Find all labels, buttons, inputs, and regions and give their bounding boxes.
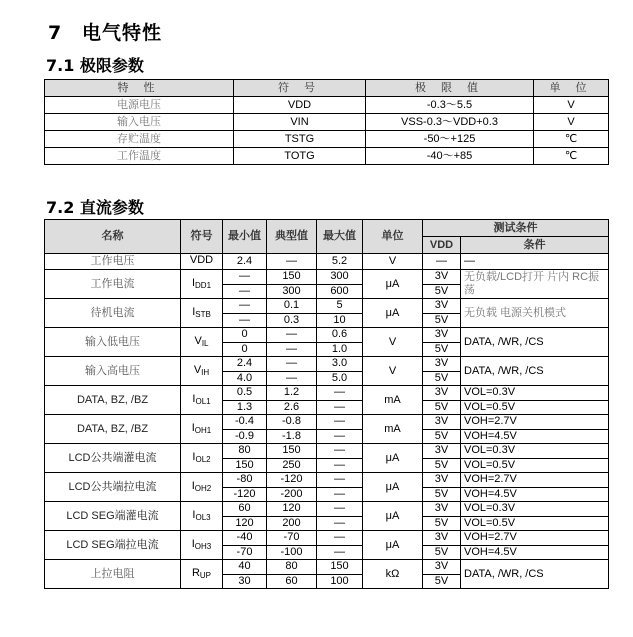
abs-max-symbol: VDD	[234, 97, 366, 114]
dc-max: 100	[317, 574, 363, 589]
dc-max: 600	[317, 284, 363, 299]
dc-unit: μA	[363, 473, 423, 502]
dc-vdd: 5V	[423, 313, 461, 328]
dc-condition: VOH=2.7V	[461, 473, 609, 488]
table-row	[45, 386, 609, 401]
dc-param-name: 上拉电阻	[45, 560, 181, 589]
abs-max-header: 特 性	[45, 80, 234, 97]
dc-head-min: 最小值	[223, 220, 267, 254]
dc-min: —	[223, 284, 267, 299]
dc-typ: -1.8	[267, 429, 317, 444]
dc-unit: V	[363, 357, 423, 386]
symbol-sub: OH1	[194, 425, 212, 435]
dc-param-symbol	[181, 415, 223, 444]
dc-condition: VOH=2.7V	[461, 531, 609, 546]
dc-unit: kΩ	[363, 560, 423, 589]
dc-min: 150	[223, 458, 267, 473]
dc-typ: -120	[267, 473, 317, 488]
table-row	[45, 254, 609, 270]
symbol-sub: DD1	[195, 280, 212, 290]
abs-max-unit: ℃	[534, 148, 609, 165]
dc-vdd: 3V	[423, 357, 461, 372]
dc-max: —	[317, 473, 363, 488]
symbol-main: I	[191, 479, 195, 492]
symbol-sub: OL2	[195, 454, 211, 464]
table-row	[45, 444, 609, 459]
dc-max: 3.0	[317, 357, 363, 372]
dc-vdd: 3V	[423, 473, 461, 488]
dc-vdd: 3V	[423, 444, 461, 459]
dc-min: -120	[223, 487, 267, 502]
table-row	[45, 97, 609, 114]
dc-vdd: —	[423, 254, 461, 270]
dc-min: -80	[223, 473, 267, 488]
dc-condition: VOL=0.3V	[461, 444, 609, 459]
dc-param-symbol	[181, 357, 223, 386]
dc-typ: 1.2	[267, 386, 317, 401]
dc-min: -40	[223, 531, 267, 546]
dc-condition: VOL=0.5V	[461, 516, 609, 531]
dc-head-name: 名称	[45, 220, 181, 254]
dc-unit: V	[363, 328, 423, 357]
table-row	[45, 270, 609, 285]
dc-typ: —	[267, 342, 317, 357]
symbol-sub: OL1	[195, 396, 211, 406]
abs-max-unit: V	[534, 114, 609, 131]
dc-unit: mA	[363, 415, 423, 444]
symbol-sub: OH2	[194, 483, 212, 493]
abs-max-symbol: TOTG	[234, 148, 366, 165]
dc-condition: DATA, /WR, /CS	[461, 328, 609, 357]
dc-typ: 0.3	[267, 313, 317, 328]
dc-condition: 无负载 电源关机模式	[461, 299, 609, 328]
dc-max: 300	[317, 270, 363, 285]
dc-typ: —	[267, 328, 317, 343]
dc-param-name: 工作电压	[45, 254, 181, 270]
abs-max-header: 单 位	[534, 80, 609, 97]
dc-min: -0.9	[223, 429, 267, 444]
dc-min: 4.0	[223, 371, 267, 386]
dc-min: 40	[223, 560, 267, 575]
dc-vdd: 5V	[423, 516, 461, 531]
symbol-main: VDD	[189, 254, 214, 266]
table-row	[45, 299, 609, 314]
symbol-sub: OL3	[195, 512, 211, 522]
dc-param-symbol	[181, 531, 223, 560]
dc-min: -0.4	[223, 415, 267, 430]
symbol-sub: IL	[201, 338, 209, 348]
dc-max: —	[317, 502, 363, 517]
dc-max: —	[317, 458, 363, 473]
dc-typ: 60	[267, 574, 317, 589]
dc-condition: VOH=4.5V	[461, 545, 609, 560]
dc-param-name: 输入高电压	[45, 357, 181, 386]
dc-unit: mA	[363, 386, 423, 415]
dc-param-symbol	[181, 254, 223, 270]
dc-vdd: 3V	[423, 270, 461, 285]
dc-max: 5.2	[317, 254, 363, 270]
dc-unit: μA	[363, 270, 423, 299]
dc-max: —	[317, 487, 363, 502]
dc-min: —	[223, 299, 267, 314]
symbol-main: V	[193, 363, 202, 376]
dc-vdd: 5V	[423, 371, 461, 386]
dc-param-symbol	[181, 444, 223, 473]
dc-typ: 0.1	[267, 299, 317, 314]
dc-param-symbol	[181, 502, 223, 531]
dc-title: 7.2 直流参数	[46, 198, 144, 217]
table-row	[45, 357, 609, 372]
dc-min: —	[223, 313, 267, 328]
section-title	[48, 18, 162, 45]
abs-max-name: 存贮温度	[45, 131, 234, 148]
dc-head-cond: 条件	[461, 237, 609, 254]
dc-param-name: LCD SEG端灌电流	[45, 502, 181, 531]
dc-typ: -200	[267, 487, 317, 502]
abs-max-value: -50～+125	[366, 131, 534, 148]
dc-param-name: 工作电流	[45, 270, 181, 299]
dc-vdd: 5V	[423, 284, 461, 299]
dc-head-max: 最大值	[317, 220, 363, 254]
dc-condition: —	[461, 254, 609, 270]
abs-max-table	[44, 79, 609, 165]
dc-vdd: 3V	[423, 386, 461, 401]
dc-max: —	[317, 386, 363, 401]
dc-condition: VOL=0.5V	[461, 400, 609, 415]
symbol-sub: IH	[201, 367, 210, 377]
symbol-main: I	[192, 508, 196, 521]
dc-max: 10	[317, 313, 363, 328]
symbol-sub: STB	[195, 309, 211, 319]
dc-unit: μA	[363, 444, 423, 473]
dc-max: —	[317, 545, 363, 560]
dc-max: —	[317, 400, 363, 415]
dc-param-name: LCD公共端拉电流	[45, 473, 181, 502]
dc-param-name: 输入低电压	[45, 328, 181, 357]
symbol-main: I	[192, 305, 196, 318]
symbol-main: I	[192, 392, 196, 405]
symbol-main: V	[194, 334, 202, 347]
dc-condition: DATA, /WR, /CS	[461, 560, 609, 589]
dc-vdd: 3V	[423, 560, 461, 575]
abs-max-symbol: TSTG	[234, 131, 366, 148]
dc-vdd: 5V	[423, 458, 461, 473]
dc-condition: VOL=0.5V	[461, 458, 609, 473]
section-number: 7	[48, 22, 63, 44]
dc-param-symbol	[181, 473, 223, 502]
abs-max-header: 极 限 值	[366, 80, 534, 97]
dc-vdd: 5V	[423, 342, 461, 357]
dc-param-name: DATA, BZ, /BZ	[45, 386, 181, 415]
dc-max: —	[317, 444, 363, 459]
symbol-sub: UP	[199, 570, 212, 580]
dc-param-symbol	[181, 299, 223, 328]
dc-min: 0	[223, 342, 267, 357]
dc-vdd: 3V	[423, 502, 461, 517]
table-row	[45, 531, 609, 546]
dc-head-typ: 典型值	[267, 220, 317, 254]
dc-vdd: 5V	[423, 545, 461, 560]
dc-vdd: 3V	[423, 415, 461, 430]
dc-condition: 无负载/LCD打开 片内 RC振荡	[461, 270, 609, 299]
dc-condition: VOH=4.5V	[461, 487, 609, 502]
abs-max-symbol: VIN	[234, 114, 366, 131]
dc-min: 2.4	[223, 357, 267, 372]
dc-typ: 200	[267, 516, 317, 531]
abs-max-unit: ℃	[534, 131, 609, 148]
dc-typ: -0.8	[267, 415, 317, 430]
dc-max: 150	[317, 560, 363, 575]
dc-head-test: 测试条件	[423, 220, 609, 237]
dc-param-symbol	[181, 560, 223, 589]
dc-unit: V	[363, 254, 423, 270]
dc-vdd: 5V	[423, 429, 461, 444]
dc-condition: VOH=4.5V	[461, 429, 609, 444]
dc-typ: -100	[267, 545, 317, 560]
symbol-main: I	[192, 450, 196, 463]
dc-min: —	[223, 270, 267, 285]
dc-typ: 80	[267, 560, 317, 575]
table-row	[45, 502, 609, 517]
dc-vdd: 3V	[423, 531, 461, 546]
dc-min: 0	[223, 328, 267, 343]
table-row	[45, 415, 609, 430]
dc-vdd: 3V	[423, 299, 461, 314]
dc-max: —	[317, 531, 363, 546]
table-row	[45, 328, 609, 343]
dc-head-vdd: VDD	[423, 237, 461, 254]
dc-condition: VOL=0.3V	[461, 386, 609, 401]
abs-max-header-row	[45, 80, 609, 97]
abs-max-name: 输入电压	[45, 114, 234, 131]
dc-condition: VOH=2.7V	[461, 415, 609, 430]
dc-unit: μA	[363, 531, 423, 560]
table-row	[45, 560, 609, 575]
abs-max-value: VSS-0.3～VDD+0.3	[366, 114, 534, 131]
abs-max-unit: V	[534, 97, 609, 114]
dc-vdd: 3V	[423, 328, 461, 343]
dc-min: -70	[223, 545, 267, 560]
dc-max: —	[317, 516, 363, 531]
dc-max: 1.0	[317, 342, 363, 357]
abs-max-title: 7.1 极限参数	[46, 56, 144, 75]
table-row	[45, 114, 609, 131]
dc-unit: μA	[363, 299, 423, 328]
section-text: 电气特性	[82, 22, 163, 44]
abs-max-value: -40～+85	[366, 148, 534, 165]
dc-typ: —	[267, 254, 317, 270]
dc-typ: —	[267, 357, 317, 372]
symbol-main: I	[191, 276, 196, 289]
symbol-sub: OH3	[194, 541, 212, 551]
table-row	[45, 473, 609, 488]
abs-max-header: 符 号	[234, 80, 366, 97]
dc-param-name: 待机电流	[45, 299, 181, 328]
dc-condition: DATA, /WR, /CS	[461, 357, 609, 386]
dc-condition: VOL=0.3V	[461, 502, 609, 517]
dc-typ: 150	[267, 270, 317, 285]
dc-vdd: 5V	[423, 487, 461, 502]
dc-param-name: LCD公共端灌电流	[45, 444, 181, 473]
dc-param-symbol	[181, 270, 223, 299]
dc-head-unit: 单位	[363, 220, 423, 254]
abs-max-value: -0.3～5.5	[366, 97, 534, 114]
dc-min: 120	[223, 516, 267, 531]
dc-param-symbol	[181, 386, 223, 415]
dc-head-symbol: 符号	[181, 220, 223, 254]
dc-min: 0.5	[223, 386, 267, 401]
dc-min: 30	[223, 574, 267, 589]
dc-min: 80	[223, 444, 267, 459]
dc-vdd: 5V	[423, 400, 461, 415]
dc-min: 1.3	[223, 400, 267, 415]
dc-max: 5	[317, 299, 363, 314]
symbol-main: I	[191, 421, 195, 434]
dc-typ: 120	[267, 502, 317, 517]
dc-min: 60	[223, 502, 267, 517]
dc-param-symbol	[181, 328, 223, 357]
dc-min: 2.4	[223, 254, 267, 270]
symbol-main: R	[191, 566, 200, 579]
abs-max-name: 电源电压	[45, 97, 234, 114]
dc-table	[44, 219, 609, 589]
abs-max-name: 工作温度	[45, 148, 234, 165]
dc-param-name: LCD SEG端拉电流	[45, 531, 181, 560]
table-row	[45, 148, 609, 165]
dc-max: —	[317, 415, 363, 430]
dc-typ: 2.6	[267, 400, 317, 415]
dc-unit: μA	[363, 502, 423, 531]
dc-typ: 300	[267, 284, 317, 299]
dc-typ: 250	[267, 458, 317, 473]
dc-max: —	[317, 429, 363, 444]
dc-typ: -70	[267, 531, 317, 546]
table-row	[45, 131, 609, 148]
dc-typ: 150	[267, 444, 317, 459]
dc-vdd: 5V	[423, 574, 461, 589]
dc-max: 0.6	[317, 328, 363, 343]
dc-max: 5.0	[317, 371, 363, 386]
dc-typ: —	[267, 371, 317, 386]
symbol-main: I	[191, 537, 195, 550]
dc-param-name: DATA, BZ, /BZ	[45, 415, 181, 444]
